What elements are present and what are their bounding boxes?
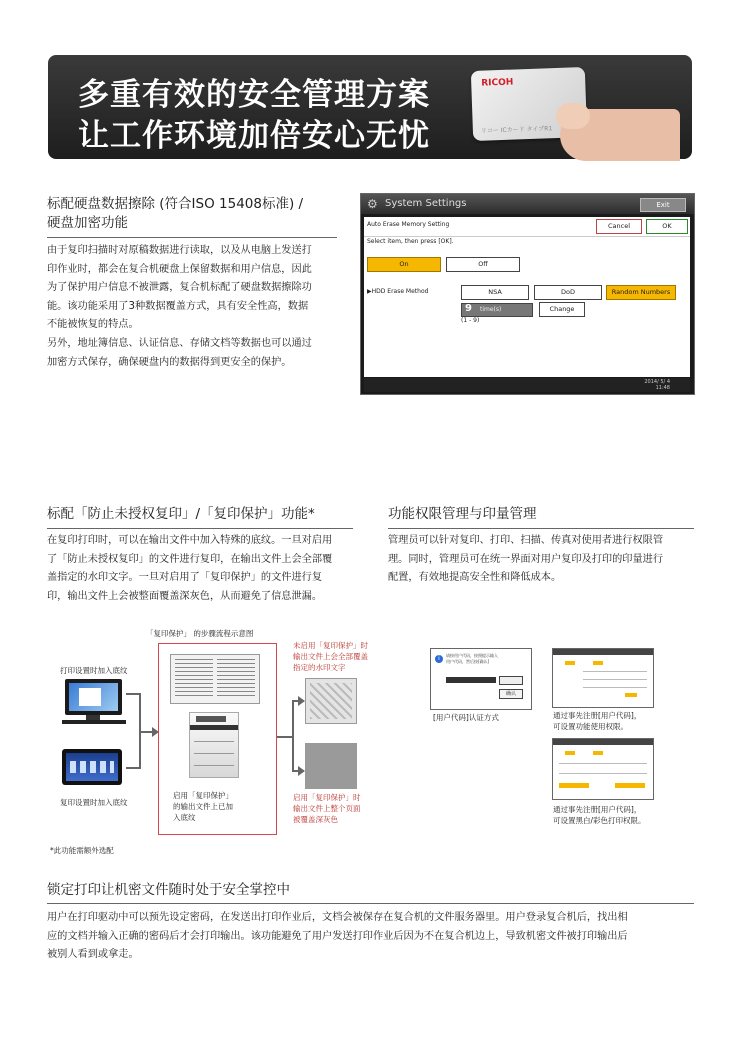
unprotected-caption-line: 指定的水印文字 (293, 663, 346, 672)
section3-line: 配置，有效地提高安全性和降低成本。 (388, 572, 562, 584)
protected-output-caption (293, 792, 361, 825)
watermark-document-image (170, 654, 260, 704)
header-banner (48, 55, 692, 159)
system-settings-screenshot (360, 193, 695, 395)
section2-body (47, 532, 355, 606)
times-range: (1 - 9) (461, 317, 480, 324)
mfp-caption (173, 790, 233, 823)
screen-title: System Settings (385, 198, 467, 209)
dialog-text-line: 请按用户代码，按照提示输入 (446, 653, 498, 658)
section1-line: 能。该功能采用了3种数据覆盖方式，具有安全性高，数据 (47, 300, 309, 312)
arrow-head-icon (298, 766, 305, 776)
random-numbers-button[interactable]: Random Numbers (606, 285, 676, 300)
section2-line: 盖指定的水印文字。一旦对启用了「复印保护」的文件进行复 (47, 572, 323, 584)
pc-caption: 打印设置时加入底纹 (60, 666, 128, 675)
instruction-text: Select item, then press [OK]. (367, 238, 454, 245)
section1-divider (47, 237, 337, 238)
erase-method-label: ▶HDD Erase Method (367, 288, 429, 295)
tablet-image (62, 749, 122, 785)
setting-name: Auto Erase Memory Setting (367, 221, 450, 228)
gear-icon: ⚙ (367, 197, 378, 211)
function-permission-caption-line: 通过事先注册[用户代码]， (553, 711, 642, 720)
banner-title-line2: 让工作环境加倍安心无忧 (78, 118, 430, 154)
screen-datetime (644, 379, 670, 391)
dialog-text (446, 653, 498, 665)
screen-time: 11:48 (655, 385, 670, 391)
print-permission-screen-image (552, 738, 654, 800)
section3-divider (388, 528, 694, 529)
protected-caption-line: 输出文件上整个页面 (293, 804, 361, 813)
section1-line: 印作业时，都会在复合机硬盘上保留数据和用户信息，因此 (47, 263, 312, 275)
section4-line: 用户在打印驱动中可以预先设定密码，在发送出打印作业后，文档会被保存在复合机的文件服务器里。用户登录复合机后，找出相 (47, 912, 628, 923)
user-code-field[interactable] (446, 677, 496, 683)
nsa-button[interactable]: NSA (461, 285, 529, 300)
arrow-head-icon (298, 696, 305, 706)
section4-line: 被别人看到或拿走。 (47, 949, 139, 961)
pc-monitor-image (65, 679, 122, 715)
print-permission-caption-line: 通过事先注册[用户代码]， (553, 805, 642, 814)
section1-title-line2: 硬盘加密功能 (47, 215, 128, 231)
dialog-confirm-button[interactable]: 确认 (499, 689, 523, 699)
user-code-dialog-image (430, 648, 532, 710)
screen-divider (364, 236, 690, 237)
thumb-image (556, 103, 590, 129)
section3-title: 功能权限管理与印量管理 (388, 506, 537, 522)
section4-body (47, 909, 697, 965)
print-permission-caption-line: 可设置黑白/彩色打印权限。 (553, 816, 646, 825)
exit-button[interactable]: Exit (640, 198, 686, 212)
section1-line: 加密方式保存，确保硬盘内的数据得到更安全的保护。 (47, 356, 292, 368)
unprotected-caption-line: 未启用「复印保护」时 (293, 641, 368, 650)
on-button[interactable]: On (367, 257, 441, 272)
section2-line: 了「防止未授权复印」的文件进行复印，在输出文件上会全部覆 (47, 553, 333, 565)
section4-divider (47, 903, 694, 904)
dod-button[interactable]: DoD (534, 285, 602, 300)
times-field[interactable] (461, 303, 533, 317)
ricoh-logo: RICOH (481, 77, 514, 89)
arrow-line (139, 731, 153, 733)
dialog-text-line: 用户代码，然后按[确认] (446, 659, 490, 664)
section1-title-line1: 标配硬盘数据擦除 (符合ISO 15408标准) / (47, 196, 304, 212)
function-permission-screen-image (552, 648, 654, 708)
section2-line: 印，输出文件上会被整面覆盖深灰色，从而避免了信息泄漏。 (47, 590, 323, 602)
screen-body (364, 217, 690, 377)
section1-body (47, 242, 339, 372)
arrow-line (126, 767, 140, 769)
user-code-caption: [用户代码]认证方式 (433, 713, 499, 722)
arrow-line (292, 700, 294, 772)
unprotected-output-caption (293, 640, 368, 673)
protected-caption-line: 被覆盖深灰色 (293, 815, 338, 824)
card-label: リコー ICカード タイプR1 (480, 125, 553, 135)
protected-caption-line: 启用「复印保护」时 (293, 793, 361, 802)
tablet-caption: 复印设置时加入底纹 (60, 798, 128, 807)
copy-protection-box (158, 643, 277, 835)
section2-line: 在复印打印时，可以在输出文件中加入特殊的底纹。一旦对启用 (47, 535, 333, 546)
watermark-output-image (305, 678, 357, 724)
mfp-printer-image (189, 712, 239, 778)
screen-footer (364, 378, 690, 392)
print-permission-caption (553, 804, 646, 826)
section1-line: 不能被恢复的特点。 (47, 319, 139, 331)
arrow-line (126, 693, 140, 695)
unprotected-caption-line: 输出文件上会全部覆盖 (293, 652, 368, 661)
section3-body (388, 532, 694, 588)
change-button[interactable]: Change (539, 302, 585, 317)
mfp-caption-line: 入底纹 (173, 813, 196, 822)
ok-button[interactable]: OK (646, 219, 688, 234)
times-unit: time(s) (480, 306, 502, 313)
pc-keyboard (62, 720, 126, 724)
info-icon: i (435, 655, 443, 663)
banner-title-line1: 多重有效的安全管理方案 (78, 77, 430, 113)
arrow-line (277, 736, 293, 738)
mfp-caption-line: 启用「复印保护」 (173, 791, 233, 800)
section1-line: 由于复印扫描时对原稿数据进行读取，以及从电脑上发送打 (47, 245, 312, 256)
section3-line: 管理员可以针对复印、打印、扫描、传真对使用者进行权限管 (388, 535, 664, 546)
section2-divider (47, 528, 353, 529)
function-permission-caption (553, 710, 641, 732)
gray-output-image (305, 743, 357, 789)
screen-header (361, 194, 694, 214)
function-permission-caption-line: 可设置功能使用权限。 (553, 722, 628, 731)
section1-title (47, 195, 303, 233)
section4-line: 应的文档并输入正确的密码后才会打印输出。该功能避免了用户发送打印作业后因为不在复合机边上，导致机密文件被打印输出后 (47, 930, 628, 942)
times-value: 9 (465, 303, 472, 314)
section2-title: 标配「防止未授权复印」/「复印保护」功能* (47, 506, 315, 522)
screen-date: 2014/ 5/ 4 (644, 379, 670, 385)
section1-line: 另外，地址簿信息、认证信息、存储文档等数据也可以通过 (47, 337, 312, 349)
mfp-caption-line: 的输出文件上已加 (173, 802, 233, 811)
off-button[interactable]: Off (446, 257, 520, 272)
cancel-button[interactable]: Cancel (596, 219, 642, 234)
section3-line: 理。同时，管理员可在统一界面对用户复印及打印的印量进行 (388, 553, 664, 565)
section4-title: 锁定打印让机密文件随时处于安全掌控中 (47, 882, 290, 898)
footnote: *此功能需额外选配 (50, 846, 114, 855)
diagram1-title: 「复印保护」 的步骤流程示意图 (146, 629, 254, 638)
dialog-aux-button[interactable] (499, 676, 523, 685)
section1-line: 为了保护用户信息不被泄露，复合机标配了硬盘数据擦除功 (47, 282, 312, 294)
